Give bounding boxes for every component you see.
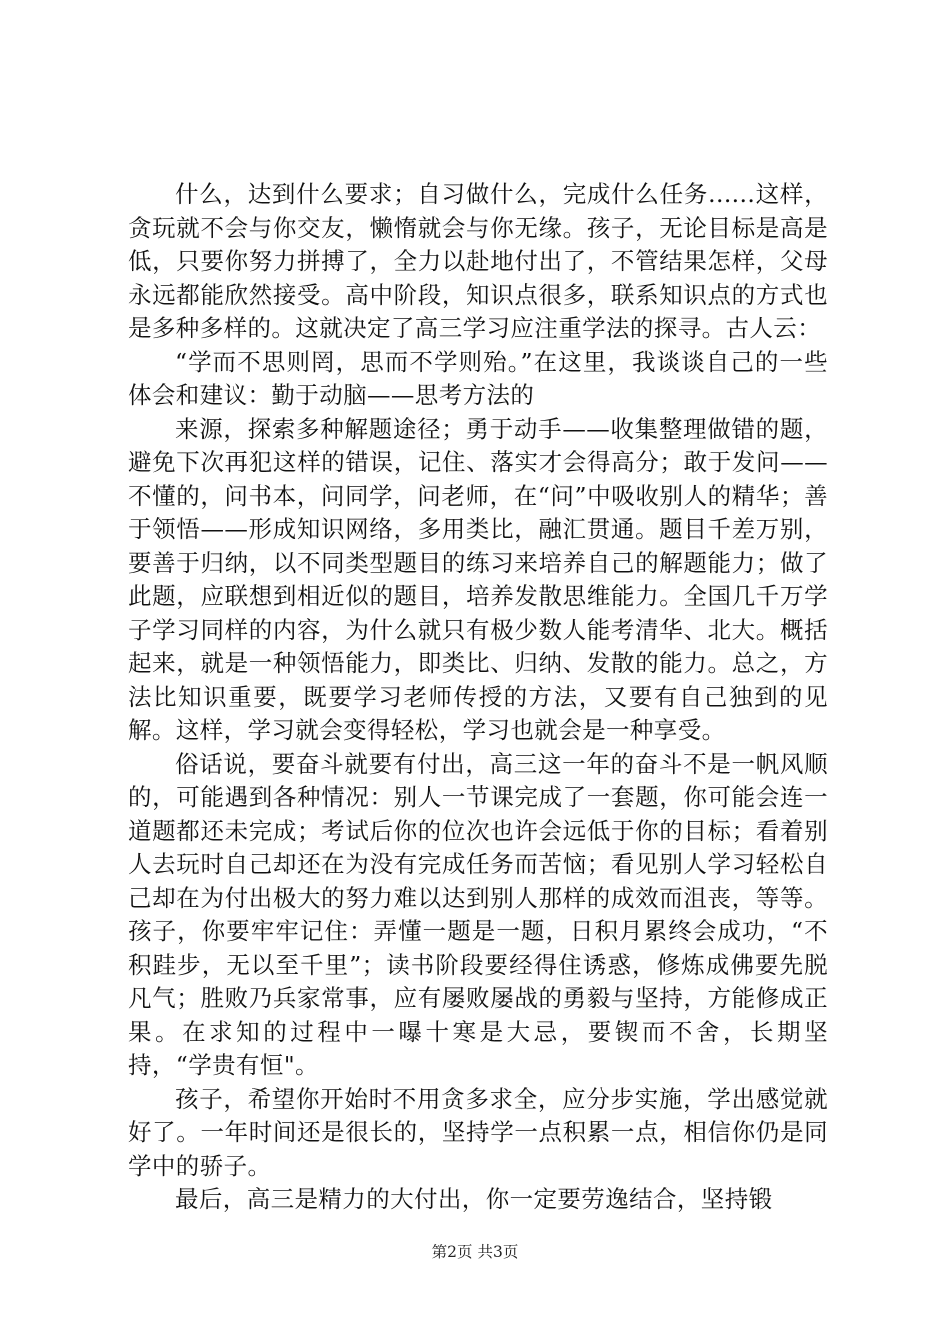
paragraph: 来源，探索多种解题途径；勇于动手——收集整理做错的题，避免下次再犯这样的错误，记住、落实才会得高分；敢于发问——不懂的，问书本，问同学，问老师，在“问”中吸收别人的精华；善于领悟——形成知识网络，多用类比，融汇贯通。题目千差万别，要善于归纳，以不同类型题目的练习来培养自己的解题能力；做了此题，应联想到相近似的题目，培养发散思维能力。全国几千万学子学习同样的内容，为什么就只有极少数人能考清华、北大。概括起来，就是一种领悟能力，即类比、归纳、发散的能力。总之，方法比知识重要，既要学习老师传授的方法，又要有自己独到的见解。这样，学习就会变得轻松，学习也就会是一种享受。 xyxy=(128,414,828,744)
document-body xyxy=(128,178,828,1217)
paragraph: 孩子，希望你开始时不用贪多求全，应分步实施，学出感觉就好了。一年时间还是很长的，坚持学一点积累一点，相信你仍是同学中的骄子。 xyxy=(128,1084,828,1180)
paragraph: 最后，高三是精力的大付出，你一定要劳逸结合，坚持锻 xyxy=(175,1185,773,1213)
page-number-footer: 第2页 共3页 xyxy=(431,1243,519,1261)
paragraph: “学而不思则罔，思而不学则殆。”在这里，我谈谈自己的一些体会和建议：勤于动脑——思考方法的 xyxy=(128,347,828,409)
paragraph: 什么，达到什么要求；自习做什么，完成什么任务......这样，贪玩就不会与你交友，懒惰就会与你无缘。孩子，无论目标是高是低，只要你努力拼搏了，全力以赴地付出了，不管结果怎样，父母永远都能欣然接受。高中阶段，知识点很多，联系知识点的方式也是多种多样的。这就决定了高三学习应注重学法的探寻。古人云： xyxy=(128,180,828,342)
paragraph: 俗话说，要奋斗就要有付出，高三这一年的奋斗不是一帆风顺的，可能遇到各种情况：别人一节课完成了一套题，你可能会连一道题都还未完成；考试后你的位次也许会远低于你的目标；看着别人去玩时自己却还在为没有完成任务而苦恼；看见别人学习轻松自己却在为付出极大的努力难以达到别人那样的成效而沮丧，等等。孩子，你要牢牢记住：弄懂一题是一题，日积月累终会成功，“不积跬步，无以至千里”；读书阶段要经得住诱惑，修炼成佛要先脱凡气；胜败乃兵家常事，应有屡败屡战的勇毅与坚持，方能修成正果。在求知的过程中一曝十寒是大忌，要锲而不舍，长期坚持，“学贵有恒"。 xyxy=(128,749,828,1079)
